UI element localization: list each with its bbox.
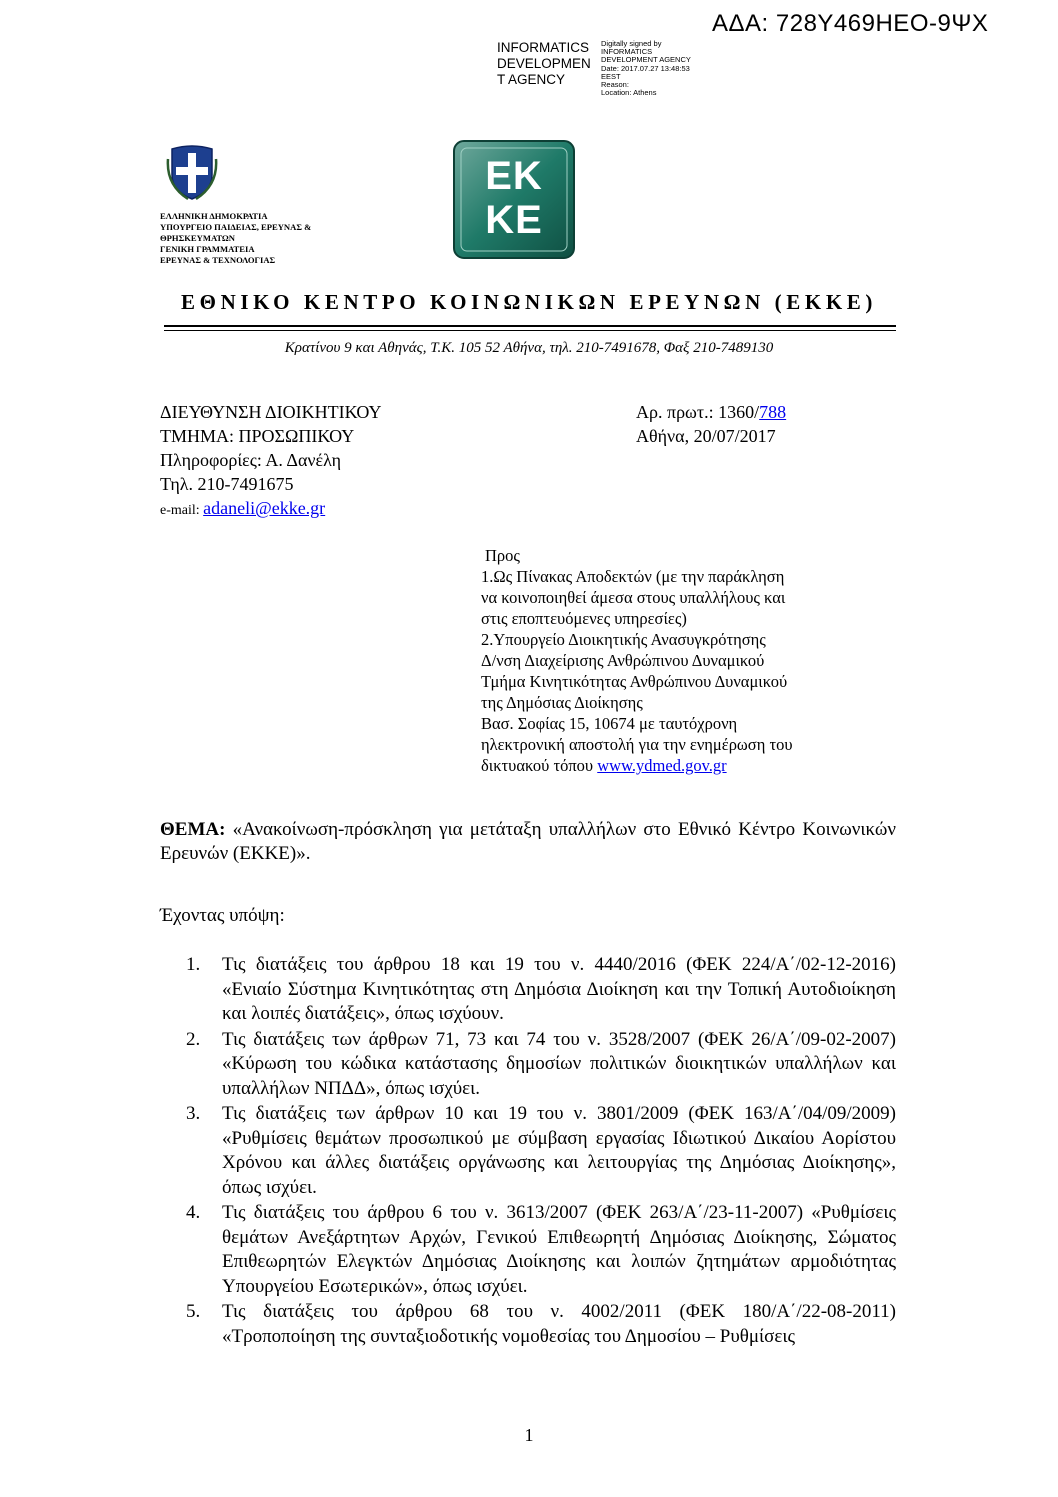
recipient-line: Δ/νση Διαχείρισης Ανθρώπινου Δυναμικού (481, 651, 765, 670)
list-text: Τις διατάξεις του άρθρου 68 του ν. 4002/2011 (ΦΕΚ 180/Α΄/22-08-2011) «Τροποποίηση της συνταξιοδοτικής νομοθεσίας του Δημοσίου – Ρυθμίσεις (222, 1301, 896, 1347)
recipient-line: 2.Υπουργείο Διοικητικής Ανασυγκρότησης (481, 630, 766, 649)
signature-detail-line: EEST (601, 71, 621, 81)
signature-name-line: INFORMATICS (497, 40, 589, 55)
list-item (186, 953, 896, 1027)
organization-address: Κρατίνου 9 και Αθηνάς, Τ.Κ. 105 52 Αθήνα, τηλ. 210-7491678, Φαξ 210-7489130 (284, 340, 774, 356)
signature-name-line: DEVELOPMEN (497, 56, 591, 71)
organization-title: ΕΘΝΙΚΟ ΚΕΝΤΡΟ ΚΟΙΝΩΝΙΚΩΝ ΕΡΕΥΝΩΝ (ΕΚΚΕ) (181, 290, 877, 314)
list-text: Τις διατάξεις των άρθρων 10 και 19 του ν. 3801/2009 (ΦΕΚ 163/Α΄/04/09/2009) «Ρυθμίσεις θεμάτων προσωπικού με σύμβαση εργασίας Ιδιωτικού Δικαίου Αορίστου Χρόνου και άλλες διατάξεις οργάνωσης και λειτουργίας της Δημόσιας Διοίκησης», όπως ισχύει. (222, 1103, 896, 1198)
website-prefix: δικτυακού τόπου (481, 756, 598, 775)
provisions-list (186, 953, 896, 1350)
signature-detail-line: Reason: (601, 80, 629, 90)
divider (164, 325, 896, 327)
ekke-logo (453, 140, 575, 259)
list-number: 1. (186, 954, 201, 975)
signature-detail-line: Location: Athens (601, 88, 657, 98)
list-item (186, 1201, 896, 1299)
recipient-line (481, 755, 793, 776)
email-row (160, 496, 381, 523)
subject-text: «Ανακοίνωση-πρόσκληση για μετάταξη υπαλλήλων στο Εθνικό Κέντρο Κοινωνικών Ερευνών (ΕΚΚΕ)». (160, 819, 896, 864)
protocol-number-row (636, 400, 786, 424)
recipients-block (481, 545, 793, 776)
recipient-line: 1.Ως Πίνακας Αποδεκτών (με την παράκληση (481, 567, 785, 586)
divider (164, 330, 896, 331)
protocol-block (636, 400, 786, 448)
directorate: ΔΙΕΥΘΥΝΣΗ ΔΙΟΙΚΗΤΙΚΟΥ (160, 402, 382, 422)
phone: Τηλ. 210-7491675 (160, 474, 294, 494)
signature-details (601, 40, 691, 97)
recipient-line: Τμήμα Κινητικότητας Ανθρώπινου Δυναμικού (481, 672, 788, 691)
ekke-logo-bottom: ΚΕ (485, 198, 543, 242)
protocol-label: Αρ. πρωτ.: 1360/ (636, 402, 760, 422)
list-text: Τις διατάξεις των άρθρων 71, 73 και 74 του ν. 3528/2007 (ΦΕΚ 26/Α΄/09-02-2007) «Κύρωση του κώδικα κατάστασης δημοσίων πολιτικών διοικητικών υπαλλήλων και υπαλλήλων ΝΠΔΔ», όπως ισχύει. (222, 1028, 896, 1099)
sender-block (160, 400, 381, 523)
recipient-line: Βασ. Σοφίας 15, 10674 με ταυτόχρονη (481, 714, 738, 733)
recipient-line: ηλεκτρονική αποστολή για την ενημέρωση του (481, 735, 793, 754)
ministry-line: ΥΠΟΥΡΓΕΙΟ ΠΑΙΔΕΙΑΣ, ΕΡΕΥΝΑΣ & (160, 222, 312, 232)
ministry-line: ΓΕΝΙΚΗ ΓΡΑΜΜΑΤΕΙΑ (160, 244, 255, 254)
ada-code: ΑΔΑ: 728Υ469ΗΕΟ-9ΨΧ (712, 10, 989, 37)
subject-label: ΘΕΜΑ: (160, 819, 226, 840)
signature-name-line: T AGENCY (497, 72, 566, 87)
email-label: e-mail: (160, 503, 204, 518)
signature-detail-line: INFORMATICS (601, 47, 653, 57)
list-item (186, 1300, 896, 1349)
list-number: 5. (186, 1301, 201, 1322)
recipients-to: Προς (485, 546, 520, 565)
list-text: Τις διατάξεις του άρθρου 6 του ν. 3613/2007 (ΦΕΚ 263/Α΄/23-11-2007) «Ρυθμίσεις θεμάτων Ανεξάρτητων Αρχών, Γενικού Επιθεωρητή Δημόσιας Διοίκησης, Σώματος Επιθεωρητών Ελεγκτών Δημόσιας Διοίκησης και λοιπών ζητημάτων αρμοδιότητας Υπουργείου Εσωτερικών», όπως ισχύει. (222, 1202, 896, 1297)
list-number: 4. (186, 1202, 201, 1223)
signature-name (497, 40, 591, 88)
recipient-line: της Δημόσιας Διοίκησης (481, 693, 643, 712)
list-number: 3. (186, 1103, 201, 1124)
list-number: 2. (186, 1028, 201, 1050)
ministry-block (160, 211, 311, 266)
recipient-line: στις εποπτευόμενες υπηρεσίες) (481, 609, 687, 628)
considering-heading: Έχοντας υπόψη: (160, 905, 285, 926)
protocol-number-link[interactable]: 788 (759, 402, 787, 422)
signature-detail-line: Digitally signed by (601, 39, 662, 48)
signature-detail-line: DEVELOPMENT AGENCY (601, 55, 691, 65)
department: ΤΜΗΜΑ: ΠΡΟΣΩΠΙΚΟΥ (160, 426, 355, 446)
protocol-date: Αθήνα, 20/07/2017 (636, 426, 776, 446)
ministry-line: ΕΡΕΥΝΑΣ & ΤΕΧΝΟΛΟΓΙΑΣ (160, 255, 276, 265)
recipient-line: να κοινοποιηθεί άμεσα στους υπαλλήλους και (481, 588, 786, 607)
website-link[interactable]: www.ydmed.gov.gr (597, 756, 727, 775)
signature-detail-line: Date: 2017.07.27 13:48:53 (601, 63, 690, 73)
list-item (186, 1028, 896, 1102)
ekke-logo-top: ΕΚ (485, 154, 543, 198)
list-text: Τις διατάξεις του άρθρου 18 και 19 του ν. 4440/2016 (ΦΕΚ 224/Α΄/02-12-2016) «Ενιαίο Σύστημα Κινητικότητας στη Δημόσια Διοίκηση και την Τοπική Αυτοδιοίκηση και λοιπές διατάξεις», όπως ισχύουν. (222, 954, 896, 1024)
ministry-line: ΘΡΗΣΚΕΥΜΑΤΩΝ (160, 233, 236, 243)
greek-emblem-icon (166, 145, 218, 201)
subject (160, 818, 896, 866)
list-item (186, 1102, 896, 1200)
page-number: 1 (524, 1425, 534, 1445)
info-contact: Πληροφορίες: Α. Δανέλη (160, 450, 342, 470)
ministry-line: ΕΛΛΗΝΙΚΗ ΔΗΜΟΚΡΑΤΙΑ (160, 211, 268, 221)
email-link[interactable]: adaneli@ekke.gr (203, 498, 326, 518)
